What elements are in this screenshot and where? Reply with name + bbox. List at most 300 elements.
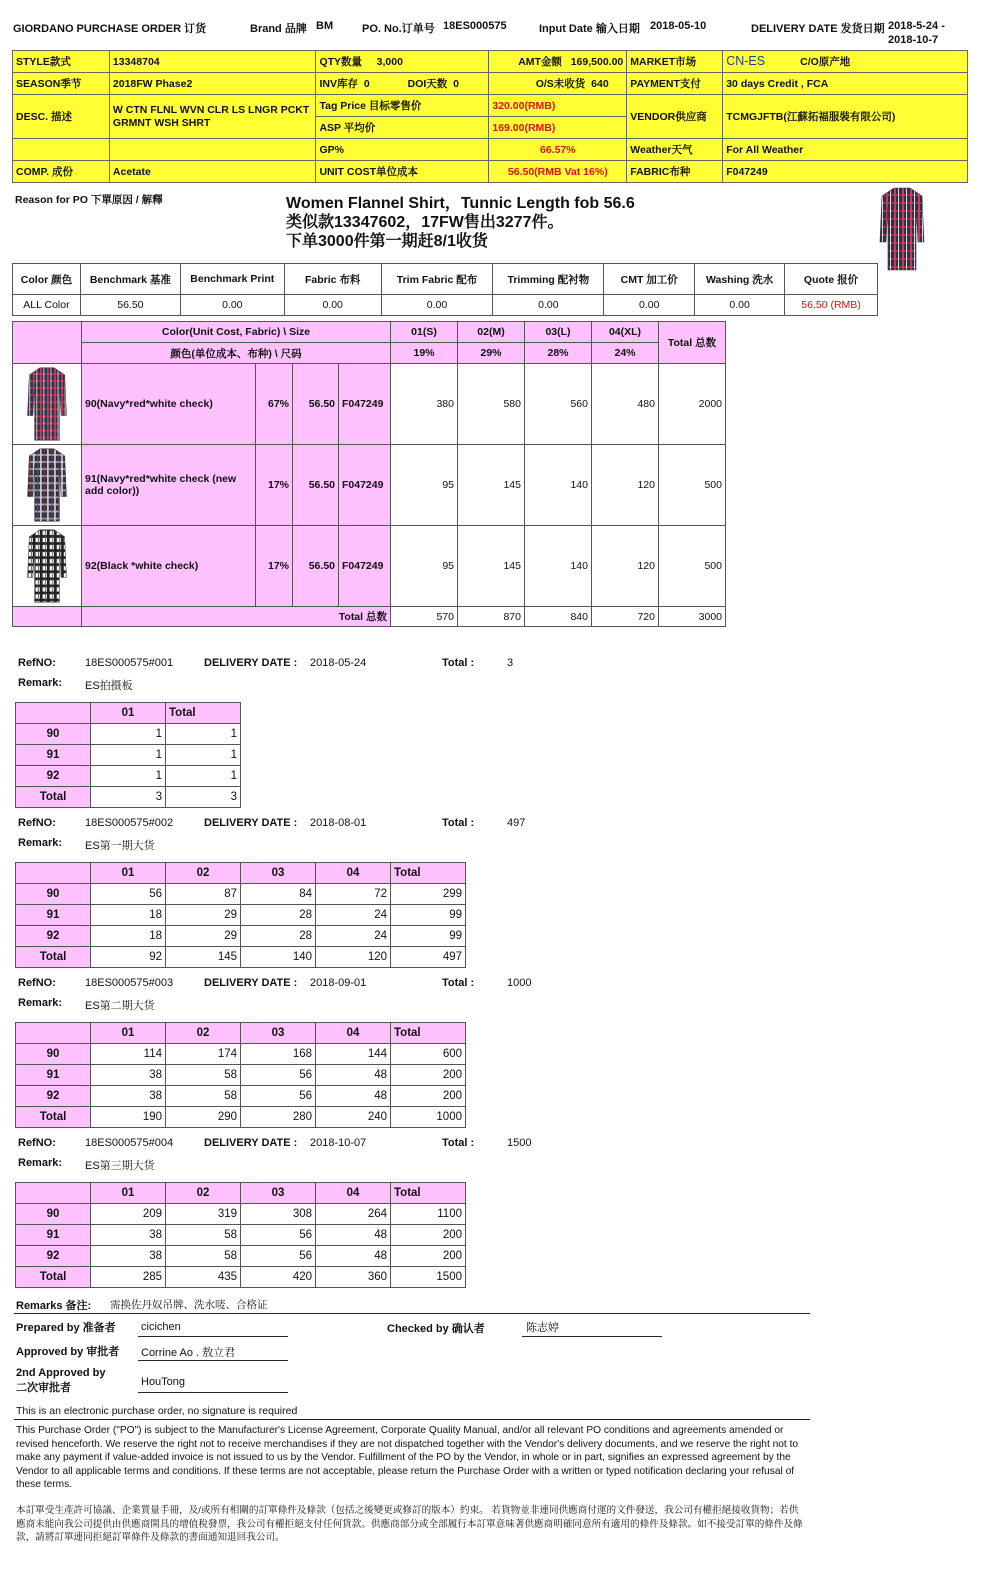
delivery-date-value: 2018-09-01 <box>310 977 367 989</box>
qty-cell: 120 <box>592 445 659 526</box>
row-header: Total <box>16 1267 91 1288</box>
ref-total-value: 3 <box>507 657 514 669</box>
column-header: 01 <box>91 703 166 724</box>
row-header: Total <box>16 947 91 968</box>
table-row <box>16 1086 466 1107</box>
qty-cell: 209 <box>91 1204 166 1225</box>
qty-cell: 140 <box>525 445 592 526</box>
qty-cell: 92 <box>91 947 166 968</box>
qty-cell: 120 <box>316 947 391 968</box>
qty-cell: 56 <box>241 1065 316 1086</box>
qty-cell: 308 <box>241 1204 316 1225</box>
payment-value: 30 days Credit , FCA <box>723 73 968 95</box>
qty-cell: 380 <box>391 364 458 445</box>
row-header: 91 <box>16 1065 91 1086</box>
cost-cell: ALL Color <box>13 295 81 316</box>
vendor-label: VENDOR供应商 <box>627 95 723 139</box>
qty-cell: 56 <box>241 1086 316 1107</box>
comp-label: COMP. 成份 <box>13 161 110 183</box>
blank-header <box>16 703 91 724</box>
qty-cell: 190 <box>91 1107 166 1128</box>
size-header: 02(M) <box>458 322 525 343</box>
approved2-value: HouTong <box>141 1376 186 1388</box>
brand-value: BM <box>316 20 334 32</box>
qty-cell: 58 <box>166 1086 241 1107</box>
row-header: 92 <box>16 926 91 947</box>
tag-value: 320.00(RMB) <box>489 95 627 117</box>
refno-label: RefNO: <box>18 817 56 829</box>
signature-line <box>522 1336 662 1337</box>
totals-label: Total 总数 <box>82 607 391 627</box>
qty-cell: 29 <box>166 926 241 947</box>
table-row <box>13 526 726 607</box>
cost-cell-quote: 56.50 (RMB) <box>785 295 878 316</box>
qty-cell: 140 <box>525 526 592 607</box>
shirt-black-white-image <box>15 528 79 604</box>
delivery-range-end: 2018-10-7 <box>888 34 939 46</box>
asp-value: 169.00(RMB) <box>489 117 627 139</box>
season-label: SEASON季节 <box>13 73 110 95</box>
column-header: Total <box>391 1183 466 1204</box>
delivery-date-value: 2018-05-24 <box>310 657 367 669</box>
qty-cell: 285 <box>91 1267 166 1288</box>
empty-cell <box>109 139 316 161</box>
qty-cell: 140 <box>241 947 316 968</box>
reason-line-2: 类似款13347602，17FW售出3277件。 <box>286 214 564 231</box>
info-grid <box>12 50 968 183</box>
market-cell: CN-ES C/O原产地 <box>723 51 968 73</box>
ref-quantity-table <box>15 1022 466 1128</box>
unit-cost-value: 56.50(RMB Vat 16%) <box>489 161 627 183</box>
qty-cell: 48 <box>316 1225 391 1246</box>
season-value: 2018FW Phase2 <box>109 73 316 95</box>
qty-cell: 38 <box>91 1246 166 1267</box>
delivery-date-label: DELIVERY DATE : <box>204 977 298 989</box>
color-fabric: F047249 <box>339 526 391 607</box>
qty-cell: 1 <box>91 745 166 766</box>
table-row <box>16 926 466 947</box>
qty-cell: 360 <box>316 1267 391 1288</box>
terms-english: This Purchase Order ("PO") is subject to the Manufacturer's License Agreement, Corporate Quality Manual, and/or all relevant PO conditions and agreements amended or revised henceforth. We reserve the right not to receive merchandises if they are not dispatched together with the Vendor's delivery documents, and we reserve the right not to make any payment if value-added invoice is not issued to us by the Vendor. Fulfillment of the PO by the Vendor, in whole or in part, signifies an expressed agreement by the Vendor to all applicable terms and conditions. If these terms are not acceptable, please return the Purchase Order with a written or typed notification declaring your refusal of these terms. <box>16 1425 799 1491</box>
style-label: STYLE款式 <box>13 51 110 73</box>
empty-cell <box>13 139 110 161</box>
cost-cell: 0.00 <box>284 295 381 316</box>
remark-label: Remark: <box>18 997 63 1009</box>
column-header: Total <box>391 863 466 884</box>
refno-label: RefNO: <box>18 1137 56 1149</box>
product-shirt-image <box>878 186 926 272</box>
qty-cell: 72 <box>316 884 391 905</box>
qty-cell: 600 <box>391 1044 466 1065</box>
qty-cell: 145 <box>458 445 525 526</box>
qty-cell: 48 <box>316 1086 391 1107</box>
qty-cell: 99 <box>391 926 466 947</box>
column-header: 04 <box>316 1023 391 1044</box>
qty-cell: 144 <box>316 1044 391 1065</box>
row-total: 2000 <box>659 364 726 445</box>
qty-cell: 58 <box>166 1246 241 1267</box>
ref-total-label: Total : <box>442 657 475 669</box>
totals-row <box>13 607 726 627</box>
qty-cell: 145 <box>458 526 525 607</box>
color-pct: 17% <box>256 526 293 607</box>
color-swatch-image <box>13 526 82 607</box>
payment-label: PAYMENT支付 <box>627 73 723 95</box>
table-row <box>16 745 241 766</box>
color-size-header: Color(Unit Cost, Fabric) \ Size <box>82 322 391 343</box>
fabric-value: F047249 <box>723 161 968 183</box>
qty-cell: 58 <box>166 1225 241 1246</box>
color-pct: 67% <box>256 364 293 445</box>
blank-cell <box>13 607 82 627</box>
size-total: 720 <box>592 607 659 627</box>
remarks-value: 需换佐丹奴吊牌、洗水唛、合格证 <box>110 1299 268 1311</box>
cost-cell: 0.00 <box>381 295 493 316</box>
approved2-label-cn: 二次审批者 <box>16 1382 71 1394</box>
table-row <box>16 1267 466 1288</box>
reason-label: Reason for PO 下單原因 / 解釋 <box>15 194 163 206</box>
remark-value: ES第三期大货 <box>85 1160 155 1172</box>
cost-cell: 56.50 <box>80 295 180 316</box>
qty-cell: 18 <box>91 905 166 926</box>
column-header: 04 <box>316 1183 391 1204</box>
delivery-date-label: DELIVERY DATE : <box>204 817 298 829</box>
qty-cell: 174 <box>166 1044 241 1065</box>
table-row <box>16 724 241 745</box>
refno-value: 18ES000575#001 <box>85 657 174 669</box>
row-header: 91 <box>16 1225 91 1246</box>
qty-cell: 1 <box>166 724 241 745</box>
qty-cell: 1 <box>166 745 241 766</box>
size-ratio: 28% <box>525 343 592 364</box>
qty-cell: 56 <box>91 884 166 905</box>
desc-value: W CTN FLNL WVN CLR LS LNGR PCKT GRMNT WSH SHRT <box>109 95 316 139</box>
color-fabric: F047249 <box>339 364 391 445</box>
signature-line <box>138 1336 288 1337</box>
checked-value: 陈志婷 <box>526 1322 559 1334</box>
table-row <box>16 1107 466 1128</box>
table-row <box>13 364 726 445</box>
qty-cell: 87 <box>166 884 241 905</box>
qty-cell: 24 <box>316 905 391 926</box>
color-fabric: F047249 <box>339 445 391 526</box>
table-row <box>16 905 466 926</box>
gp-value: 66.57% <box>489 139 627 161</box>
table-row <box>16 884 466 905</box>
row-total: 500 <box>659 526 726 607</box>
column-header: 02 <box>166 863 241 884</box>
cost-header: Quote 报价 <box>785 264 878 295</box>
color-name: 91(Navy*red*white check (new add color)) <box>82 445 256 526</box>
qty-cell: 420 <box>241 1267 316 1288</box>
unit-cost-label: UNIT COST单位成本 <box>316 161 489 183</box>
qty-cell: QTY数量 3,000 <box>316 51 489 73</box>
qty-cell: 56 <box>241 1246 316 1267</box>
delivery-date-label: DELIVERY DATE : <box>204 1137 298 1149</box>
fabric-label: FABRIC布种 <box>627 161 723 183</box>
color-size-header-cn: 颜色(单位成本、布种) \ 尺码 <box>82 343 391 364</box>
comp-value: Acetate <box>109 161 316 183</box>
size-total: 570 <box>391 607 458 627</box>
ref-total-value: 1000 <box>507 977 532 989</box>
reason-line-1: Women Flannel Shirt，Tunnic Length fob 56.6 <box>286 195 635 212</box>
row-header: 90 <box>16 1044 91 1065</box>
tag-label: Tag Price 目标零售价 <box>316 95 489 117</box>
weather-value: For All Weather <box>723 139 968 161</box>
qty-cell: 299 <box>391 884 466 905</box>
remark-label: Remark: <box>18 837 63 849</box>
size-header: 04(XL) <box>592 322 659 343</box>
column-header: 03 <box>241 1183 316 1204</box>
remark-label: Remark: <box>18 677 63 689</box>
delivery-date-value: 2018-08-01 <box>310 817 367 829</box>
qty-cell: 1 <box>91 724 166 745</box>
amt-cell: AMT金额 169,500.00 <box>489 51 627 73</box>
qty-cell: 95 <box>391 445 458 526</box>
signature-line <box>138 1392 288 1393</box>
qty-cell: 560 <box>525 364 592 445</box>
cost-table <box>12 263 878 316</box>
qty-cell: 48 <box>316 1246 391 1267</box>
qty-cell: 56 <box>241 1225 316 1246</box>
table-row <box>16 1044 466 1065</box>
qty-cell: 38 <box>91 1086 166 1107</box>
column-header: 03 <box>241 1023 316 1044</box>
shirt-navy-white-image <box>15 447 79 523</box>
delivery-label: DELIVERY DATE 发货日期 <box>751 23 885 35</box>
qty-cell: 200 <box>391 1086 466 1107</box>
qty-cell: 200 <box>391 1065 466 1086</box>
qty-cell: 3 <box>166 787 241 808</box>
qty-cell: 168 <box>241 1044 316 1065</box>
approved-label: Approved by 审批者 <box>16 1346 120 1358</box>
size-total: 840 <box>525 607 592 627</box>
qty-cell: 480 <box>592 364 659 445</box>
qty-cell: 435 <box>166 1267 241 1288</box>
ref-quantity-table <box>15 862 466 968</box>
qty-cell: 1500 <box>391 1267 466 1288</box>
qty-cell: 580 <box>458 364 525 445</box>
asp-label: ASP 平均价 <box>316 117 489 139</box>
row-header: 92 <box>16 766 91 787</box>
row-header: 91 <box>16 745 91 766</box>
blank-header <box>16 1023 91 1044</box>
remarks-label: Remarks 备注: <box>16 1300 92 1312</box>
ref-total-label: Total : <box>442 1137 475 1149</box>
qty-cell: 24 <box>316 926 391 947</box>
qty-cell: 319 <box>166 1204 241 1225</box>
row-header: 90 <box>16 884 91 905</box>
color-pct: 17% <box>256 445 293 526</box>
size-breakdown-table <box>12 321 726 627</box>
po-number: 18ES000575 <box>443 20 507 32</box>
remark-value: ES第一期大货 <box>85 840 155 852</box>
refno-label: RefNO: <box>18 977 56 989</box>
weather-label: Weather天气 <box>627 139 723 161</box>
cost-header: Fabric 布料 <box>284 264 381 295</box>
brand-label: Brand 品牌 <box>250 23 307 35</box>
approved-value: Corrine Ao . 敖立君 <box>141 1347 236 1359</box>
qty-cell: 240 <box>316 1107 391 1128</box>
row-header: 91 <box>16 905 91 926</box>
ref-total-value: 1500 <box>507 1137 532 1149</box>
refno-value: 18ES000575#003 <box>85 977 174 989</box>
po-title: GIORDANO PURCHASE ORDER 订货 <box>13 23 207 35</box>
qty-cell: 38 <box>91 1225 166 1246</box>
color-swatch-image <box>13 364 82 445</box>
column-header: 04 <box>316 863 391 884</box>
column-header: Total <box>391 1023 466 1044</box>
ref-quantity-table <box>15 1182 466 1288</box>
ref-total-label: Total : <box>442 977 475 989</box>
cost-header: CMT 加工价 <box>604 264 695 295</box>
total-header: Total 总数 <box>659 322 726 364</box>
table-row <box>16 1225 466 1246</box>
qty-cell: 84 <box>241 884 316 905</box>
input-date: 2018-05-10 <box>650 20 707 32</box>
table-row <box>16 766 241 787</box>
cost-cell: 0.00 <box>180 295 284 316</box>
blank-header <box>16 1183 91 1204</box>
qty-cell: 38 <box>91 1065 166 1086</box>
checked-label: Checked by 确认者 <box>387 1323 485 1335</box>
gp-label: GP% <box>316 139 489 161</box>
qty-cell: 28 <box>241 926 316 947</box>
row-header: 90 <box>16 1204 91 1225</box>
qty-cell: 1 <box>91 766 166 787</box>
prepared-label: Prepared by 准备者 <box>16 1322 116 1334</box>
qty-cell: 200 <box>391 1246 466 1267</box>
qty-cell: 18 <box>91 926 166 947</box>
qty-cell: 280 <box>241 1107 316 1128</box>
column-header: 01 <box>91 863 166 884</box>
size-ratio: 29% <box>458 343 525 364</box>
blank-header <box>13 322 82 364</box>
qty-cell: 29 <box>166 905 241 926</box>
refno-value: 18ES000575#002 <box>85 817 174 829</box>
qty-cell: 120 <box>592 526 659 607</box>
color-swatch-image <box>13 445 82 526</box>
os-cell: O/S未收货 640 <box>489 73 627 95</box>
blank-header <box>16 863 91 884</box>
market-label: MARKET市场 <box>627 51 723 73</box>
qty-cell: 28 <box>241 905 316 926</box>
cost-header: Benchmark Print <box>180 264 284 295</box>
delivery-date-label: DELIVERY DATE : <box>204 657 298 669</box>
column-header: 02 <box>166 1023 241 1044</box>
column-header: 02 <box>166 1183 241 1204</box>
size-total: 870 <box>458 607 525 627</box>
signature-line <box>138 1360 288 1361</box>
inv-doi-cell: INV库存 0 DOI天数 0 <box>316 73 489 95</box>
qty-cell: 200 <box>391 1225 466 1246</box>
cost-cell: 0.00 <box>604 295 695 316</box>
delivery-range-start: 2018-5-24 - <box>888 20 945 32</box>
terms-chinese: 本訂單受生產許可協議、企業質量手冊，及/或所有相關的訂單條件及條款（包括之後變更或修訂的版本）約束。 若貨物並非連同供應商付運的文件發送，我公司有權拒絕接收貨物；若供應商未能向我公司提供由供應商開具的增值稅發票，我公司有權拒絕支付任何貨款。供應商部分或全部履行本訂單意味著供應商明確同意所有適用的條件及條款。如不接受訂單的條件及條款，請將訂單連同拒絕訂單條件及條款的書面通知退回我公司。 <box>16 1505 803 1544</box>
size-ratio: 19% <box>391 343 458 364</box>
cost-header: Washing 洗水 <box>695 264 785 295</box>
size-header: 01(S) <box>391 322 458 343</box>
table-row <box>16 1204 466 1225</box>
vendor-value: TCMGJFTB(江蘇拓福服裝有限公司) <box>723 95 968 139</box>
column-header: 01 <box>91 1183 166 1204</box>
input-date-label: Input Date 输入日期 <box>539 23 640 35</box>
qty-cell: 99 <box>391 905 466 926</box>
ref-quantity-table <box>15 702 241 808</box>
style-value: 13348704 <box>109 51 316 73</box>
cost-header: Color 颜色 <box>13 264 81 295</box>
qty-cell: 1 <box>166 766 241 787</box>
qty-cell: 58 <box>166 1065 241 1086</box>
cost-header: Benchmark 基准 <box>80 264 180 295</box>
color-cost: 56.50 <box>293 526 339 607</box>
qty-cell: 497 <box>391 947 466 968</box>
divider <box>14 1313 810 1314</box>
desc-label: DESC. 描述 <box>13 95 110 139</box>
qty-cell: 114 <box>91 1044 166 1065</box>
reason-line-3: 下单3000件第一期赶8/1收货 <box>286 233 488 250</box>
ref-total-value: 497 <box>507 817 526 829</box>
size-header: 03(L) <box>525 322 592 343</box>
ref-total-label: Total : <box>442 817 475 829</box>
row-header: Total <box>16 787 91 808</box>
qty-cell: 1100 <box>391 1204 466 1225</box>
qty-cell: 3 <box>91 787 166 808</box>
color-name: 90(Navy*red*white check) <box>82 364 256 445</box>
row-total: 500 <box>659 445 726 526</box>
qty-cell: 145 <box>166 947 241 968</box>
size-ratio: 24% <box>592 343 659 364</box>
remark-label: Remark: <box>18 1157 63 1169</box>
prepared-value: cicichen <box>141 1321 181 1333</box>
color-cost: 56.50 <box>293 364 339 445</box>
cost-cell: 0.00 <box>695 295 785 316</box>
po-label: PO. No.订单号 <box>362 23 435 35</box>
approved2-label: 2nd Approved by <box>16 1367 106 1379</box>
cost-header: Trimming 配衬物 <box>493 264 604 295</box>
column-header: Total <box>166 703 241 724</box>
shirt-navy-red-image <box>15 366 79 442</box>
refno-value: 18ES000575#004 <box>85 1137 174 1149</box>
column-header: 01 <box>91 1023 166 1044</box>
table-row <box>16 787 241 808</box>
color-name: 92(Black *white check) <box>82 526 256 607</box>
delivery-date-value: 2018-10-07 <box>310 1137 367 1149</box>
qty-cell: 290 <box>166 1107 241 1128</box>
color-cost: 56.50 <box>293 445 339 526</box>
row-header: 90 <box>16 724 91 745</box>
remark-value: ES第二期大货 <box>85 1000 155 1012</box>
column-header: 03 <box>241 863 316 884</box>
grand-total: 3000 <box>659 607 726 627</box>
qty-cell: 264 <box>316 1204 391 1225</box>
refno-label: RefNO: <box>18 657 56 669</box>
row-header: Total <box>16 1107 91 1128</box>
qty-cell: 1000 <box>391 1107 466 1128</box>
table-row <box>16 947 466 968</box>
cost-header: Trim Fabric 配布 <box>381 264 493 295</box>
qty-cell: 48 <box>316 1065 391 1086</box>
cost-cell: 0.00 <box>493 295 604 316</box>
table-row <box>16 1065 466 1086</box>
row-header: 92 <box>16 1246 91 1267</box>
remark-value: ES拍摄板 <box>85 680 133 692</box>
qty-cell: 95 <box>391 526 458 607</box>
divider <box>14 1419 810 1420</box>
table-row <box>16 1246 466 1267</box>
table-row <box>13 445 726 526</box>
electronic-note: This is an electronic purchase order, no signature is required <box>16 1405 298 1417</box>
